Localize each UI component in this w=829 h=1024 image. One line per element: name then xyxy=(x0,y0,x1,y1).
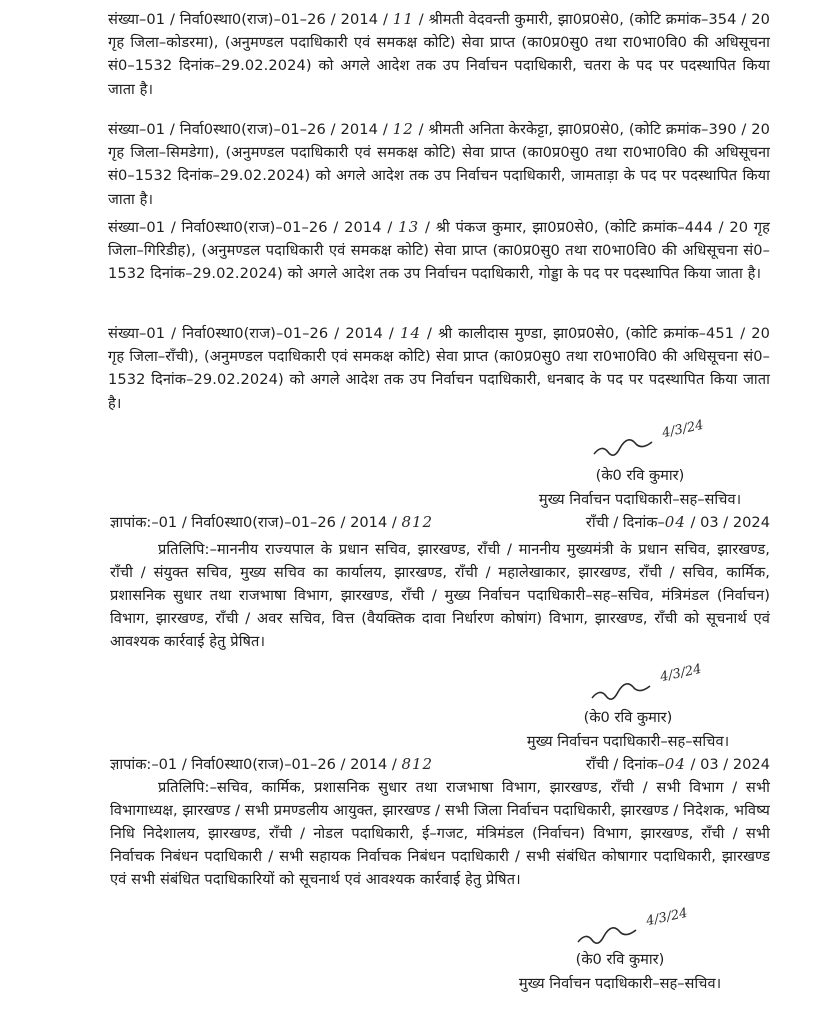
signatory-designation: मुख्य निर्वाचन पदाधिकारी–सह–सचिव। xyxy=(518,975,722,992)
order-ref: संख्या–01 / निर्वा0स्था0(राज)–01–26 / 2014 / xyxy=(108,11,393,28)
order-ref: संख्या–01 / निर्वा0स्था0(राज)–01–26 / 2014 / xyxy=(108,325,400,342)
handwritten-serial: 14 xyxy=(399,324,422,342)
order-text: श्रीमती अनिता केरकेट्टा, झा0प्र0से0, (कोटि क्रमांक–390 / 20 गृह जिला–सिमडेगा), (अनुमण्डल पदाधिकारी एवं समकक्ष कोटि) सेवा प्राप्त (का0प्र0सु0 तथा रा0भा0वि0 की अधिसूचना सं0–1532 दिनांक–29.02.2024) को अगले आदेश तक उप निर्वाचन पदाधिकारी, जामताड़ा के पद पर पदस्थापित किया जाता है। xyxy=(108,121,770,208)
signatory-designation: मुख्य निर्वाचन पदाधिकारी–सह–सचिव। xyxy=(538,491,742,508)
signatory-name: (के0 रवि कुमार) xyxy=(583,709,673,726)
memo-copy-text-1: प्रतिलिपि:–माननीय राज्यपाल के प्रधान सचिव, झारखण्ड, राँची / माननीय मुख्यमंत्री के प्रधान सचिव, झारखण्ड, राँची / संयुक्त सचिव, मुख्य सचिव का कार्यालय, झारखण्ड, राँची / महालेखाकार, झारखण्ड, राँची / सचिव, कार्मिक, प्रशासनिक सुधार तथा राजभाषा विभाग, झारखण्ड, राँची / मुख्य निर्वाचन पदाधिकारी–सह–सचिव, मंत्रिमंडल (निर्वाचन) विभाग, झारखण्ड, राँची / अवर सचिव, वित्त (वैयक्तिक दावा निर्धारण कोषांग) विभाग, झारखण्ड, राँची को सूचनार्थ एवं आवश्यक कार्रवाई हेतु प्रेषित। xyxy=(110,541,770,650)
memo-ref-line-1: ज्ञापांक:–01 / निर्वा0स्था0(राज)–01–26 / 2014 / 812 राँची / दिनांक–04 / 03 / 2024 xyxy=(110,513,770,531)
order-ref: संख्या–01 / निर्वा0स्था0(राज)–01–26 / 2014 / xyxy=(108,121,393,138)
memo-place-date: राँची / दिनांक– xyxy=(585,756,665,773)
order-text: श्री पंकज कुमार, झा0प्र0से0, (कोटि क्रमांक–444 / 20 गृह जिला–गिरिडीह), (अनुमण्डल पदाधिकारी एवं समकक्ष कोटि) सेवा प्राप्त (का0प्र0सु0 तथा रा0भा0वि0 की अधिसूचना सं0–1532 दिनांक–29.02.2024) को अगले आदेश तक उप निर्वाचन पदाधिकारी, गोड्डा के पद पर पदस्थापित किया जाता है। xyxy=(108,219,770,283)
handwritten-date: 4/3/24 xyxy=(658,661,703,686)
handwritten-date: 4/3/24 xyxy=(660,417,705,442)
signature-scribble xyxy=(590,418,740,468)
handwritten-ref-number: 812 xyxy=(401,755,434,773)
order-paragraph-3: संख्या–01 / निर्वा0स्था0(राज)–01–26 / 2014 / 13 / श्री पंकज कुमार, झा0प्र0से0, (कोटि क्रमांक–444 / 20 गृह जिला–गिरिडीह), (अनुमण्डल पदाधिकारी एवं समकक्ष कोटि) सेवा प्राप्त (का0प्र0सु0 तथा रा0भा0वि0 की अधिसूचना सं0–1532 दिनांक–29.02.2024) को अगले आदेश तक उप निर्वाचन पदाधिकारी, गोड्डा के पद पर पदस्थापित किया जाता है। xyxy=(108,218,770,283)
signatory-designation: मुख्य निर्वाचन पदाधिकारी–सह–सचिव। xyxy=(526,733,730,750)
signature-block xyxy=(500,464,780,512)
handwritten-serial: 12 xyxy=(392,120,414,138)
memo-copy-text-2: प्रतिलिपि:–सचिव, कार्मिक, प्रशासनिक सुधार तथा राजभाषा विभाग, झारखण्ड, राँची / सभी विभाग / सभी विभागाध्यक्ष, झारखण्ड / सभी प्रमण्डलीय आयुक्त, झारखण्ड / सभी जिला निर्वाचन पदाधिकारी, झारखण्ड / निदेशक, भविष्य निधि निदेशालय, झारखण्ड, राँची / नोडल पदाधिकारी, ई–गजट, मंत्रिमंडल (निर्वाचन) विभाग, झारखण्ड, राँची / सभी निर्वाचक निबंधन पदाधिकारी / सभी सहायक निर्वाचक निबंधन पदाधिकारी / सभी संबंधित कोषागार पदाधिकारी, झारखण्ड एवं सभी संबंधित पदाधिकारियों को सूचनार्थ एवं आवश्यक कार्रवाई हेतु प्रेषित। xyxy=(110,779,770,888)
order-paragraph-2: संख्या–01 / निर्वा0स्था0(राज)–01–26 / 2014 / 12 / श्रीमती अनिता केरकेट्टा, झा0प्र0से0, (कोटि क्रमांक–390 / 20 गृह जिला–सिमडेगा), (अनुमण्डल पदाधिकारी एवं समकक्ष कोटि) सेवा प्राप्त (का0प्र0सु0 तथा रा0भा0वि0 की अधिसूचना सं0–1532 दिनांक–29.02.2024) को अगले आदेश तक उप निर्वाचन पदाधिकारी, जामताड़ा के पद पर पदस्थापित किया जाता है। xyxy=(108,120,770,208)
handwritten-day: 04 xyxy=(664,755,686,773)
signature-block xyxy=(480,948,760,996)
handwritten-serial: 11 xyxy=(392,10,414,28)
memo-ref: ज्ञापांक:–01 / निर्वा0स्था0(राज)–01–26 / 2014 / xyxy=(110,756,402,773)
handwritten-date: 4/3/24 xyxy=(644,905,689,930)
signatory-name: (के0 रवि कुमार) xyxy=(595,467,685,484)
handwritten-ref-number: 812 xyxy=(401,513,434,531)
handwritten-day: 04 xyxy=(664,513,686,531)
signature-block xyxy=(488,706,768,754)
signature-scribble xyxy=(574,904,724,954)
handwritten-serial: 13 xyxy=(398,218,420,236)
memo-ref-line-2: ज्ञापांक:–01 / निर्वा0स्था0(राज)–01–26 / 2014 / 812 राँची / दिनांक–04 / 03 / 2024 xyxy=(110,755,770,773)
order-paragraph-1: संख्या–01 / निर्वा0स्था0(राज)–01–26 / 2014 / 11 / श्रीमती वेदवन्ती कुमारी, झा0प्र0से0, (कोटि क्रमांक–354 / 20 गृह जिला–कोडरमा), (अनुमण्डल पदाधिकारी एवं समकक्ष कोटि) सेवा प्राप्त (का0प्र0सु0 तथा रा0भा0वि0 की अधिसूचना सं0–1532 दिनांक–29.02.2024) को अगले आदेश तक उप निर्वाचन पदाधिकारी, चतरा के पद पर पदस्थापित किया जाता है। xyxy=(108,10,770,98)
order-paragraph-4: संख्या–01 / निर्वा0स्था0(राज)–01–26 / 2014 / 14 / श्री कालीदास मुण्डा, झा0प्र0से0, (कोटि क्रमांक–451 / 20 गृह जिला–राँची), (अनुमण्डल पदाधिकारी एवं समकक्ष कोटि) सेवा प्राप्त (का0प्र0सु0 तथा रा0भा0वि0 की अधिसूचना सं0–1532 दिनांक–29.02.2024) को अगले आदेश तक उप निर्वाचन पदाधिकारी, धनबाद के पद पर पदस्थापित किया जाता है। xyxy=(108,324,770,412)
memo-place-date: राँची / दिनांक– xyxy=(585,514,665,531)
signatory-name: (के0 रवि कुमार) xyxy=(575,951,665,968)
order-text: श्रीमती वेदवन्ती कुमारी, झा0प्र0से0, (कोटि क्रमांक–354 / 20 गृह जिला–कोडरमा), (अनुमण्डल पदाधिकारी एवं समकक्ष कोटि) सेवा प्राप्त (का0प्र0सु0 तथा रा0भा0वि0 की अधिसूचना सं0–1532 दिनांक–29.02.2024) को अगले आदेश तक उप निर्वाचन पदाधिकारी, चतरा के पद पर पदस्थापित किया जाता है। xyxy=(108,11,770,98)
signature-scribble xyxy=(588,660,738,710)
order-ref: संख्या–01 / निर्वा0स्था0(राज)–01–26 / 2014 / xyxy=(108,219,399,236)
order-text: श्री कालीदास मुण्डा, झा0प्र0से0, (कोटि क्रमांक–451 / 20 गृह जिला–राँची), (अनुमण्डल पदाधिकारी एवं समकक्ष कोटि) सेवा प्राप्त (का0प्र0सु0 तथा रा0भा0वि0 की अधिसूचना सं0–1532 दिनांक–29.02.2024) को अगले आदेश तक उप निर्वाचन पदाधिकारी, धनबाद के पद पर पदस्थापित किया जाता है। xyxy=(108,325,770,412)
memo-ref: ज्ञापांक:–01 / निर्वा0स्था0(राज)–01–26 / 2014 / xyxy=(110,514,402,531)
